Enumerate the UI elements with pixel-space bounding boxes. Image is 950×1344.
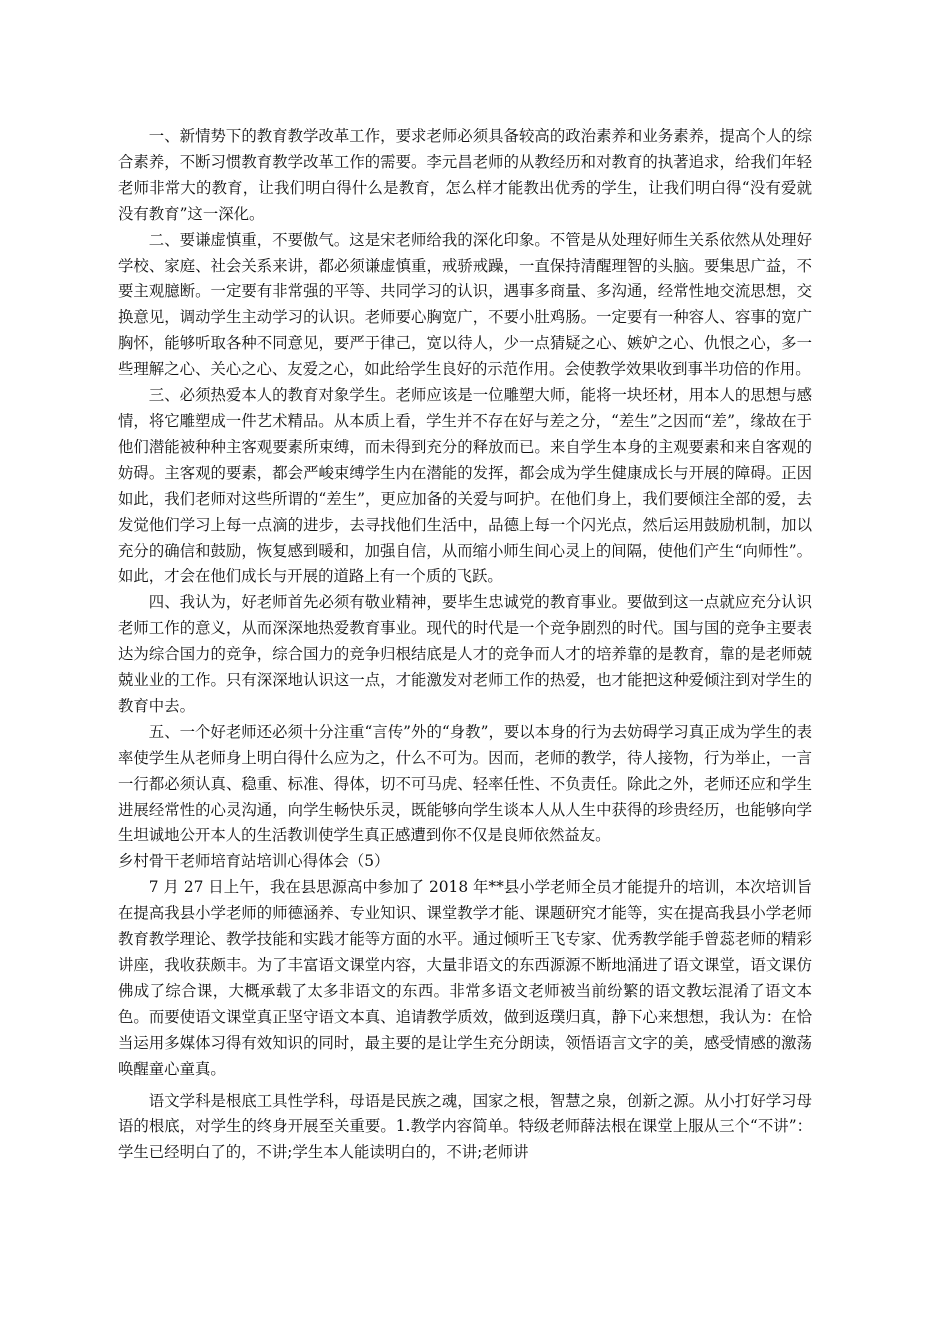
paragraph-4: 四、我认为，好老师首先必须有敬业精神，要毕生忠诚党的教育事业。要做到这一点就应充分认识老师工作的意义，从而深深地热爱教育事业。现代的时代是一个竞争剧烈的时代。国与国的竞争主要表达为综合国力的竞争，综合国力的竞争归根结底是人才的竞争而人才的培养靠的是教育，靠的是老师兢兢业业的工作。只有深深地认识这一点，才能激发对老师工作的热爱，也才能把这种爱倾注到对学生的教育中去。 (118, 593, 812, 715)
paragraph-7: 语文学科是根底工具性学科，母语是民族之魂，国家之根，智慧之泉，创新之源。从小打好学习母语的根底，对学生的终身开展至关重要。1.教学内容简单。特级老师薛法根在课堂上服从三个“不讲”：学生已经明白了的，不讲;学生本人能读明白的，不讲;老师讲 (118, 1091, 812, 1162)
paragraph-5: 五、一个好老师还必须十分注重“言传”外的“身教”，要以本身的行为去妨碍学习真正成为学生的表率使学生从老师身上明白得什么应为之，什么不可为。因而，老师的教学，待人接物，行为举止，一言一行都必须认真、稳重、标准、得体，切不可马虎、轻率任性、不负责任。除此之外，老师还应和学生进展经常性的心灵沟通，向学生畅快乐灵，既能够向学生谈本人从人生中获得的珍贵经历，也能够向学生坦诚地公开本人的生活教训使学生真正感遭到你不仅是良师依然益友。 (118, 722, 812, 845)
paragraph-2: 二、要谦虚慎重，不要傲气。这是宋老师给我的深化印象。不管是从处理好师生关系依然从处理好学校、家庭、社会关系来讲，都必须谦虚慎重，戒骄戒躁，一直保持清醒理智的头脑。要集思广益，不要主观臆断。一定要有非常强的平等、共同学习的认识，遇事多商量、多沟通，经常性地交流思想，交换意见，调动学生主动学习的认识。老师要心胸宽广，不要小肚鸡肠。一定要有一种容人、容事的宽广胸怀，能够听取各种不同意见，要严于律己，宽以待人，少一点猜疑之心、嫉妒之心、仇恨之心，多一些理解之心、关心之心、友爱之心，如此给学生良好的示范作用。会使教学效果收到事半功倍的作用。 (118, 230, 812, 379)
section-heading: 乡村骨干老师培育站培训心得体会（5） (118, 852, 390, 871)
paragraph-1: 一、新情势下的教育教学改革工作，要求老师必须具备较高的政治素养和业务素养，提高个人的综合素养，不断习惯教育教学改革工作的需要。李元昌老师的从教经历和对教育的执著追求，给我们年轻老师非常大的教育，让我们明白得什么是教育，怎么样才能教出优秀的学生，让我们明白得“没有爱就没有教育”这一深化。 (118, 127, 812, 223)
document-page (118, 124, 812, 1166)
paragraph-3: 三、必须热爱本人的教育对象学生。老师应该是一位雕塑大师，能将一块坯材，用本人的思想与感情，将它雕塑成一件艺术精品。从本质上看，学生并不存在好与差之分，“差生”之因而“差”，缘故在于他们潜能被种种主客观要素所束缚，而未得到充分的释放而已。来自学生本身的主观要素和来自客观的妨碍。主客观的要素，都会严峻束缚学生内在潜能的发挥，都会成为学生健康成长与开展的障碍。正因如此，我们老师对这些所谓的“差生”，更应加备的关爱与呵护。在他们身上，我们要倾注全部的爱，去发觉他们学习上每一点滴的进步，去寻找他们生活中，品德上每一个闪光点，然后运用鼓励机制，加以充分的确信和鼓励，恢复感到暖和，加强自信，从而缩小师生间心灵上的间隔，使他们产生“向师性”。如此，才会在他们成长与开展的道路上有一个质的飞跃。 (118, 386, 812, 586)
paragraph-6: 7 月 27 日上午，我在县思源高中参加了 2018 年**县小学老师全员才能提升的培训，本次培训旨在提高我县小学老师的师德涵养、专业知识、课堂教学才能、课题研究才能等，实在提高我县小学老师教育教学理论、教学技能和实践才能等方面的水平。通过倾听王飞专家、优秀教学能手曾蕊老师的精彩讲座，我收获颇丰。为了丰富语文课堂内容，大量非语文的东西源源不断地涌进了语文课堂，语文课仿佛成了综合课，大概承载了太多非语文的东西。非常多语文老师被当前纷繁的语文教坛混淆了语文本色。而要使语文课堂真正坚守语文本真、追请教学质效，做到返璞归真，静下心来想想，我认为：在恰当运用多媒体习得有效知识的同时，最主要的是让学生充分朗读，领悟语言文字的美，感受情感的激荡唤醒童心童真。 (118, 878, 812, 1078)
